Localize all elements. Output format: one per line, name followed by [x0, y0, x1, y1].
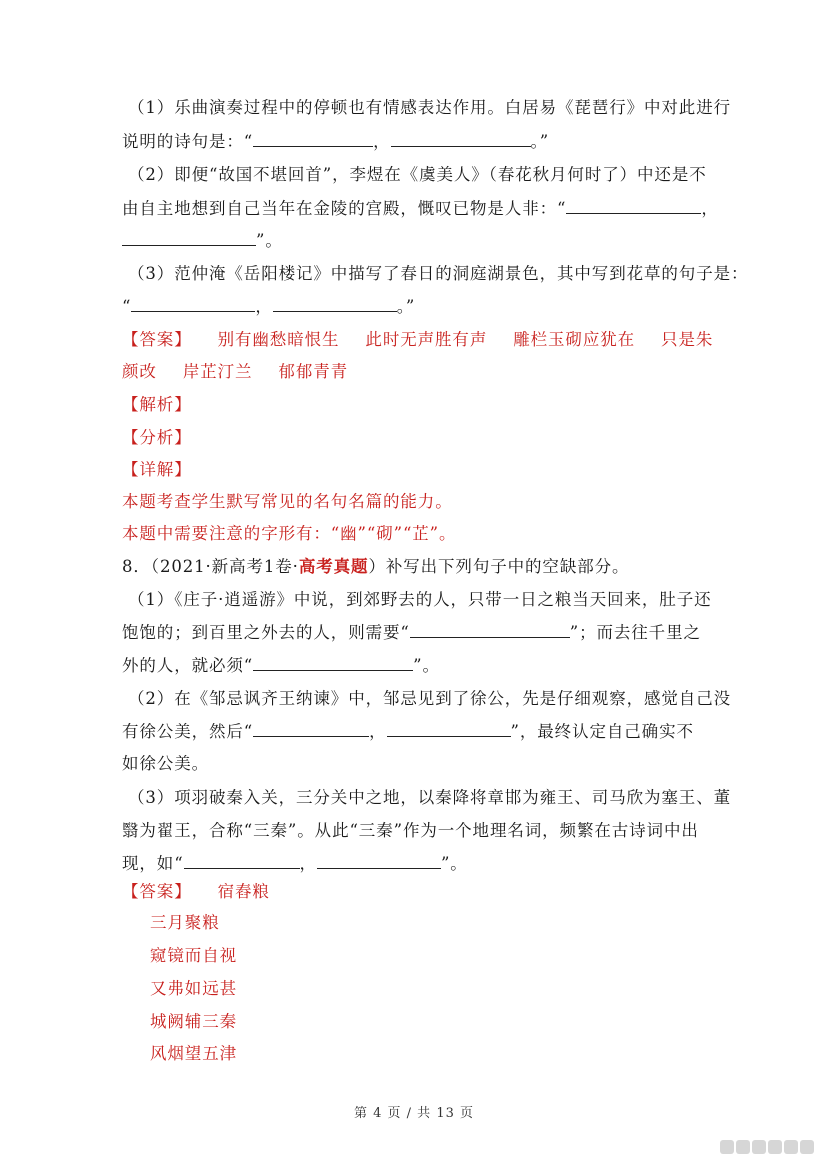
- fill-blank: [391, 130, 531, 147]
- detail-text-2: 本题中需要注意的字形有：“幽”“砌”“芷”。: [122, 524, 457, 543]
- q8-3-line3: 现，如“ ， ”。: [122, 854, 468, 873]
- fill-blank: [131, 295, 255, 312]
- analysis-label: 【解析】: [122, 395, 192, 414]
- fill-blank: [273, 295, 397, 312]
- fill-blank: [253, 720, 369, 737]
- q7-3-line1: （3）范仲淹《岳阳楼记》中描写了春日的洞庭湖景色，其中写到花草的句子是：: [128, 264, 749, 283]
- q8-header: 8．（2021·新高考1卷·高考真题）补写出下列句子中的空缺部分。: [122, 557, 630, 576]
- answer-item: 风烟望五津: [150, 1044, 237, 1063]
- q7-3-line2: “ ， 。”: [122, 297, 416, 316]
- q7-2-line3: ”。: [122, 229, 283, 253]
- q8-3-line1: （3）项羽破秦入关，三分关中之地，以秦降将章邯为雍王、司马欣为塞王、董: [128, 788, 731, 807]
- answer-item: 岸芷汀兰: [182, 362, 253, 381]
- answer-item: 又弗如远甚: [150, 979, 237, 998]
- fill-blank: [566, 197, 701, 214]
- answer-item: 宿舂粮: [217, 882, 270, 901]
- answer-item: 只是朱: [661, 330, 714, 349]
- fill-blank: [184, 852, 300, 869]
- answer-label: 【答案】: [122, 330, 192, 349]
- answer-item: 别有幽愁暗恨生: [217, 330, 340, 349]
- detail-text-1: 本题考查学生默写常见的名句名篇的能力。: [122, 492, 453, 511]
- q7-1-line1: （1）乐曲演奏过程中的停顿也有情感表达作用。白居易《琵琶行》中对此进行: [128, 98, 731, 117]
- fill-blank: [410, 621, 570, 638]
- q7-answer-line1: [122, 328, 713, 352]
- q8-2-line3: 如徐公美。: [122, 754, 209, 773]
- q8-1-line1: （1）《庄子·逍遥游》中说，到郊野去的人，只带一日之粮当天回来，肚子还: [128, 590, 712, 609]
- fill-blank: [253, 130, 373, 147]
- answer-item: 窥镜而自视: [150, 946, 237, 965]
- q7-answer-line2: [122, 360, 348, 384]
- detail-label: 【详解】: [122, 460, 192, 479]
- answer-label: 【答案】: [122, 882, 192, 901]
- q8-2-line1: （2）在《邹忌讽齐王纳谏》中，邹忌见到了徐公，先是仔细观察，感觉自己没: [128, 689, 731, 708]
- fill-blank: [317, 852, 441, 869]
- q8-answer-line1: [122, 880, 270, 904]
- q7-2-line2: 由自主地想到自己当年在金陵的宫殿，慨叹已物是人非：“ ，: [122, 199, 719, 218]
- fill-blank: [253, 654, 413, 671]
- exam-tag: 高考真题: [298, 557, 369, 576]
- q7-1-line2: 说明的诗句是：“ ， 。”: [122, 132, 550, 151]
- answer-item: 郁郁青青: [278, 362, 349, 381]
- answer-item: 雕栏玉砌应犹在: [513, 330, 636, 349]
- q8-1-line2: 饱饱的；到百里之外去的人，则需要“ ”；而去往千里之: [122, 623, 701, 642]
- watermark-icon: [720, 1140, 814, 1154]
- answer-item: 城阙辅三秦: [150, 1012, 237, 1031]
- fill-blank: [387, 720, 511, 737]
- q8-3-line2: 翳为翟王，合称“三秦”。从此“三秦”作为一个地理名词，频繁在古诗词中出: [122, 821, 699, 840]
- q8-1-line3: 外的人，就必须“ ”。: [122, 656, 440, 675]
- page-footer: 第 4 页 / 共 13 页: [354, 1106, 474, 1121]
- q7-1-prompt: 说明的诗句是：“: [122, 132, 254, 151]
- answer-item: 此时无声胜有声: [365, 330, 488, 349]
- q7-2-line1: （2）即便“故国不堪回首”，李煜在《虞美人》（春花秋月何时了）中还是不: [128, 165, 707, 184]
- answer-item: 三月聚粮: [150, 913, 220, 932]
- fenxi-label: 【分析】: [122, 428, 192, 447]
- answer-item: 颜改: [122, 362, 157, 381]
- fill-blank: [122, 229, 256, 246]
- q8-2-line2: 有徐公美，然后“ ， ”，最终认定自己确实不: [122, 722, 694, 741]
